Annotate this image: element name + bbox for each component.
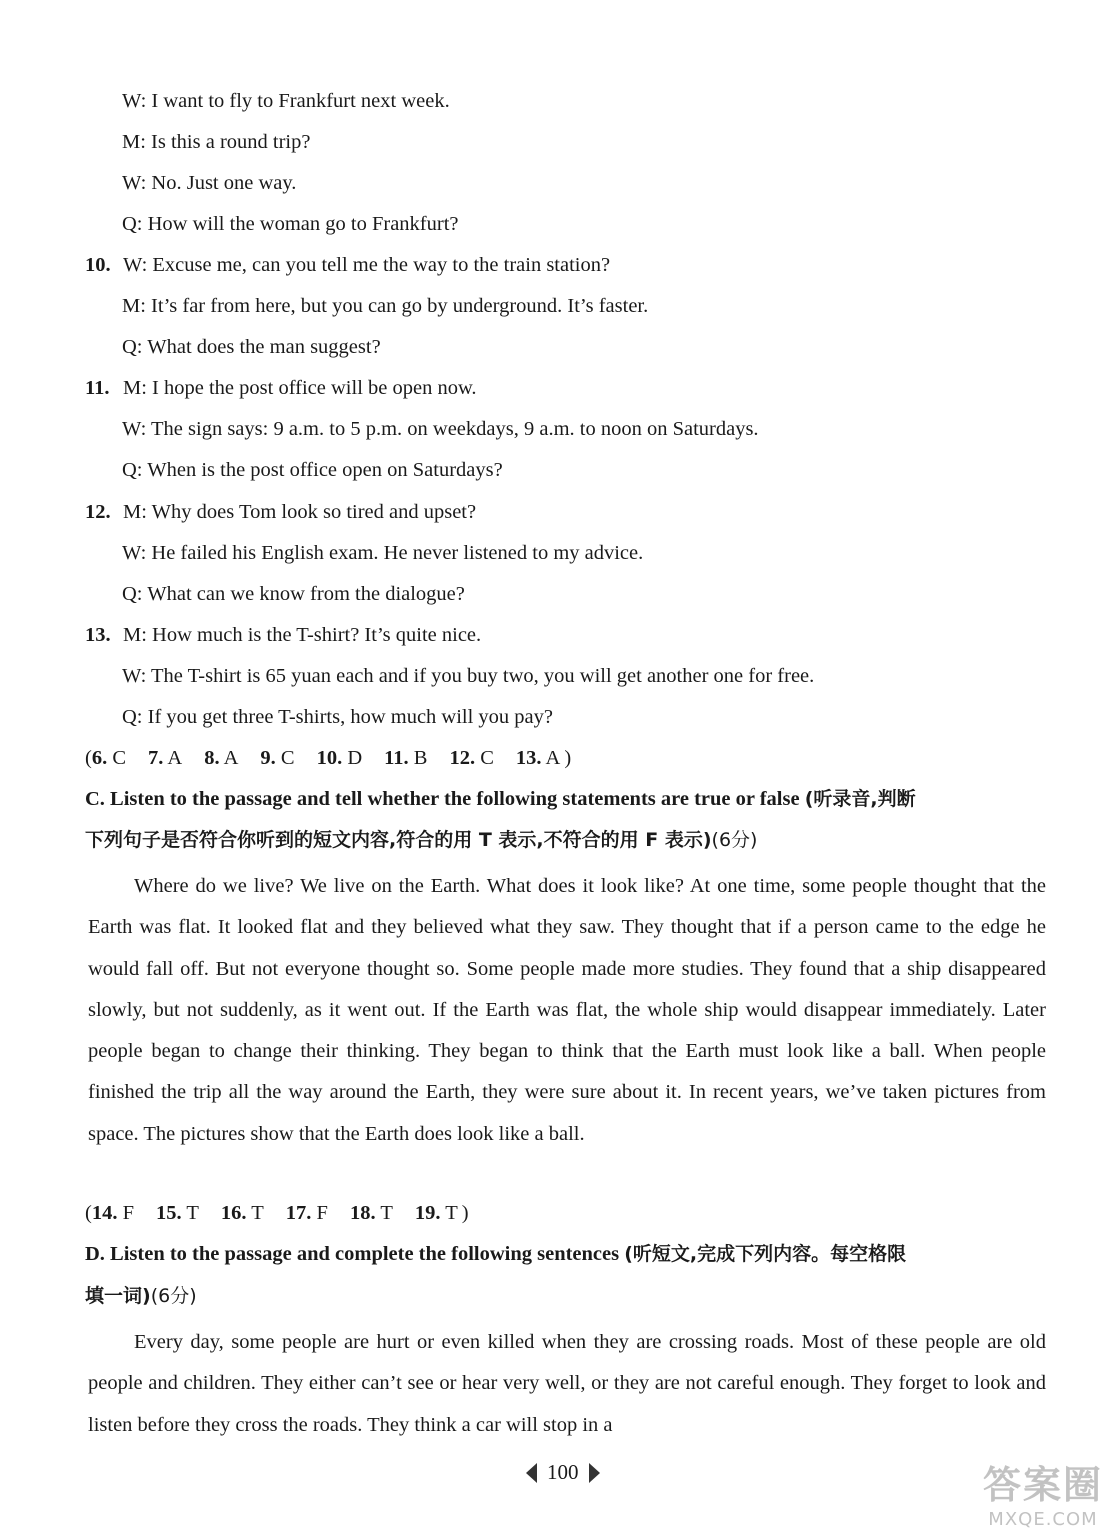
answer-letter: T	[246, 1202, 264, 1224]
answer-key-c	[85, 1203, 469, 1224]
dialogue-line: W: No. Just one way.	[122, 172, 297, 194]
answer-letter: C	[475, 747, 494, 769]
question-12	[85, 502, 476, 523]
dialogue-line: W: The T-shirt is 65 yuan each and if you buy two, you will get another one for free.	[122, 665, 815, 687]
dialogue-line: W: He failed his English exam. He never listened to my advice.	[122, 542, 644, 564]
section-d-heading-cont	[85, 1286, 197, 1307]
paren-close: )	[564, 747, 572, 769]
answer-item	[317, 747, 363, 769]
answer-number: 7.	[148, 747, 164, 769]
section-c-instruction-cont: 下列句子是否符合你听到的短文内容,符合的用 T 表示,不符合的用 F 表示)	[85, 829, 712, 851]
triangle-left-icon	[526, 1463, 537, 1483]
section-d-instruction: (听短文,完成下列内容。每空格限	[624, 1243, 907, 1265]
section-d-instruction-cont: 填一词)	[85, 1285, 151, 1307]
answer-item	[92, 1202, 134, 1224]
answer-letter: T	[181, 1202, 199, 1224]
answer-letter: T	[440, 1202, 458, 1224]
section-c-title: C. Listen to the passage and tell whether the following statements are true or false	[85, 788, 800, 810]
dialogue-line: W: The sign says: 9 a.m. to 5 p.m. on weekdays, 9 a.m. to noon on Saturdays.	[122, 418, 759, 440]
section-d-heading	[85, 1244, 906, 1265]
question-number: 12.	[85, 501, 111, 523]
answer-item	[92, 747, 126, 769]
answer-item	[449, 747, 493, 769]
answer-items	[92, 747, 565, 769]
answer-item	[221, 1202, 264, 1224]
answer-number: 8.	[204, 747, 220, 769]
section-d-passage: Every day, some people are hurt or even killed when they are crossing roads. Most of these people are old people and children. They either can’t see or hear very well, or they are not careful enough. They forget to look and listen before they cross the roads. They think a car will stop in a	[88, 1331, 1046, 1436]
dialogue-line: Q: What can we know from the dialogue?	[122, 583, 465, 605]
dialogue-line: Q: If you get three T-shirts, how much will you pay?	[122, 706, 554, 728]
answer-letter: A	[541, 747, 561, 769]
watermark	[983, 1454, 1103, 1530]
answer-letter: F	[311, 1202, 328, 1224]
answer-item	[350, 1202, 393, 1224]
paren-open: (	[85, 747, 92, 769]
dialogue-line: M: Why does Tom look so tired and upset?	[123, 501, 477, 523]
answer-item	[260, 747, 294, 769]
answer-number: 10.	[316, 747, 343, 769]
answer-item	[204, 747, 238, 769]
dialogue-line: M: It’s far from here, but you can go by underground. It’s faster.	[122, 295, 649, 317]
answer-number: 17.	[285, 1202, 312, 1224]
question-13	[85, 625, 481, 646]
answer-letter: C	[275, 747, 295, 769]
page-number-footer	[526, 1460, 600, 1485]
answer-letter: A	[219, 747, 239, 769]
dialogue-line: Q: When is the post office open on Saturdays?	[122, 459, 503, 481]
question-number: 11.	[85, 377, 110, 399]
question-11	[85, 378, 477, 399]
triangle-right-icon	[589, 1463, 600, 1483]
section-d-title: D. Listen to the passage and complete the following sentences	[85, 1243, 620, 1265]
section-d-score: (6分)	[150, 1285, 197, 1307]
answer-number: 9.	[260, 747, 276, 769]
answer-letter: T	[375, 1202, 393, 1224]
answer-number: 15.	[155, 1202, 182, 1224]
answer-letter: B	[408, 747, 428, 769]
answer-letter: A	[163, 747, 183, 769]
answer-item	[156, 1202, 199, 1224]
dialogue-line: M: I hope the post office will be open now.	[123, 377, 477, 399]
dialogue-line: W: I want to fly to Frankfurt next week.	[122, 90, 450, 112]
answer-items	[92, 1202, 462, 1224]
section-c-passage: Where do we live? We live on the Earth. What does it look like? At one time, some people thought that the Earth was flat. It looked flat and they believed what they saw. They thought that if a person came to the edge he would fall off. But not everyone thought so. Some people made more studies. They found that a ship disappeared slowly, but not suddenly, as it went out. If the Earth was flat, the whole ship would disappear immediately. Later people began to change their thinking. They began to think that the Earth must look like a ball. When people finished the trip all the way around the Earth, they were sure about it. In recent years, we’ve taken pictures from space. The pictures show that the Earth does look like a ball.	[88, 875, 1046, 1145]
paren-close: )	[461, 1202, 469, 1224]
answer-item	[148, 747, 182, 769]
answer-key-b	[85, 748, 571, 769]
answer-item	[384, 747, 427, 769]
answer-number: 16.	[220, 1202, 247, 1224]
answer-number: 6.	[91, 747, 108, 769]
dialogue-line: M: How much is the T-shirt? It’s quite nice.	[123, 624, 482, 646]
answer-letter: F	[117, 1202, 134, 1224]
dialogue-line: Q: How will the woman go to Frankfurt?	[122, 213, 459, 235]
question-10	[85, 255, 610, 276]
section-c-instruction: (听录音,判断	[804, 788, 916, 810]
answer-number: 19.	[414, 1202, 441, 1224]
section-c-score: (6分)	[711, 829, 758, 851]
answer-number: 14.	[91, 1202, 118, 1224]
section-c-heading	[85, 789, 916, 810]
question-number: 13.	[85, 624, 111, 646]
answer-number: 13.	[515, 747, 542, 769]
watermark-logo-text: 答案圈	[982, 1463, 1103, 1507]
watermark-url: MXQE.COM	[988, 1509, 1098, 1530]
answer-number: 11.	[384, 747, 409, 769]
dialogue-line: W: Excuse me, can you tell me the way to the train station?	[123, 254, 611, 276]
section-c-heading-cont	[85, 830, 757, 851]
dialogue-line: Q: What does the man suggest?	[122, 336, 381, 358]
question-number: 10.	[85, 254, 111, 276]
answer-letter: D	[342, 747, 363, 769]
dialogue-line: M: Is this a round trip?	[122, 131, 311, 153]
answer-number: 18.	[349, 1202, 376, 1224]
answer-item	[516, 747, 560, 769]
answer-item	[286, 1202, 328, 1224]
page-number: 100	[547, 1460, 579, 1484]
paren-open: (	[85, 1202, 92, 1224]
answer-number: 12.	[449, 747, 476, 769]
answer-item	[415, 1202, 458, 1224]
answer-letter: C	[107, 747, 127, 769]
